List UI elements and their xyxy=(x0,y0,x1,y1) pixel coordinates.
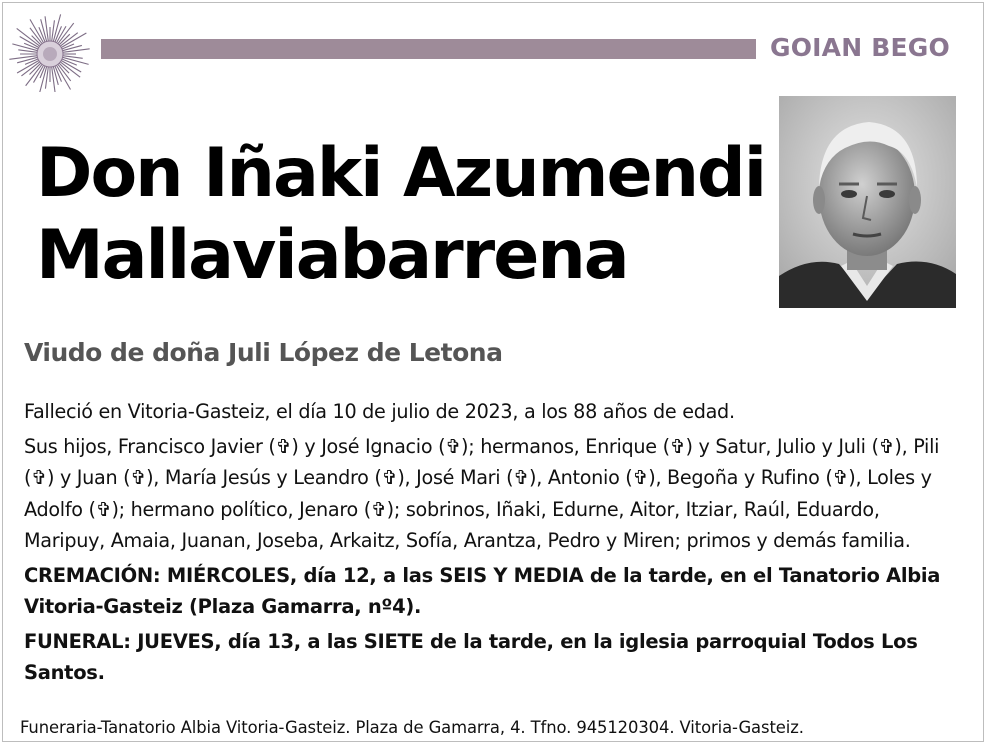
family-list: Sus hijos, Francisco Javier (✞) y José Ignacio (✞); hermanos, Enrique (✞) y Satur, Julio y Juli (✞), Pili (✞) y Juan (✞), María Jesús y Leandro (✞), José Mari (✞), Antonio (✞), Begoña y Rufino (✞), Loles y Adolfo (✞); hermano político, Jenaro (✞); sobrinos, Iñaki, Edurne, Aitor, Itziar, Raúl, Eduardo, Maripuy, Amaia, Juanan, Joseba, Arkaitz, Sofía, Arantza, Pedro y Miren; primos y demás familia. xyxy=(24,434,940,552)
funeral-notice: FUNERAL: JUEVES, día 13, a las SIETE de la tarde, en la iglesia parroquial Todos Los Santos. xyxy=(24,629,918,684)
name-line-2: Mallaviabarrena xyxy=(36,216,628,295)
obituary-body xyxy=(24,396,964,692)
cremation-notice: CREMACIÓN: MIÉRCOLES, día 12, a las SEIS Y MEDIA de la tarde, en el Tanatorio Albia Vitoria-Gasteiz (Plaza Gamarra, nº4). xyxy=(24,563,941,618)
deceased-name xyxy=(36,133,776,297)
thistle-flower-icon xyxy=(6,8,94,92)
portrait-photo xyxy=(779,96,956,308)
death-notice: Falleció en Vitoria-Gasteiz, el día 10 de julio de 2023, a los 88 años de edad. xyxy=(24,400,735,423)
section-label: GOIAN BEGO xyxy=(770,33,950,62)
header-bar xyxy=(101,39,756,59)
funeral-home-footer: Funeraria-Tanatorio Albia Vitoria-Gasteiz. Plaza de Gamarra, 4. Tfno. 945120304. Vitoria-Gasteiz. xyxy=(20,718,804,737)
widow-subtitle: Viudo de doña Juli López de Letona xyxy=(24,338,503,367)
name-line-1: Don Iñaki Azumendi xyxy=(36,134,766,213)
